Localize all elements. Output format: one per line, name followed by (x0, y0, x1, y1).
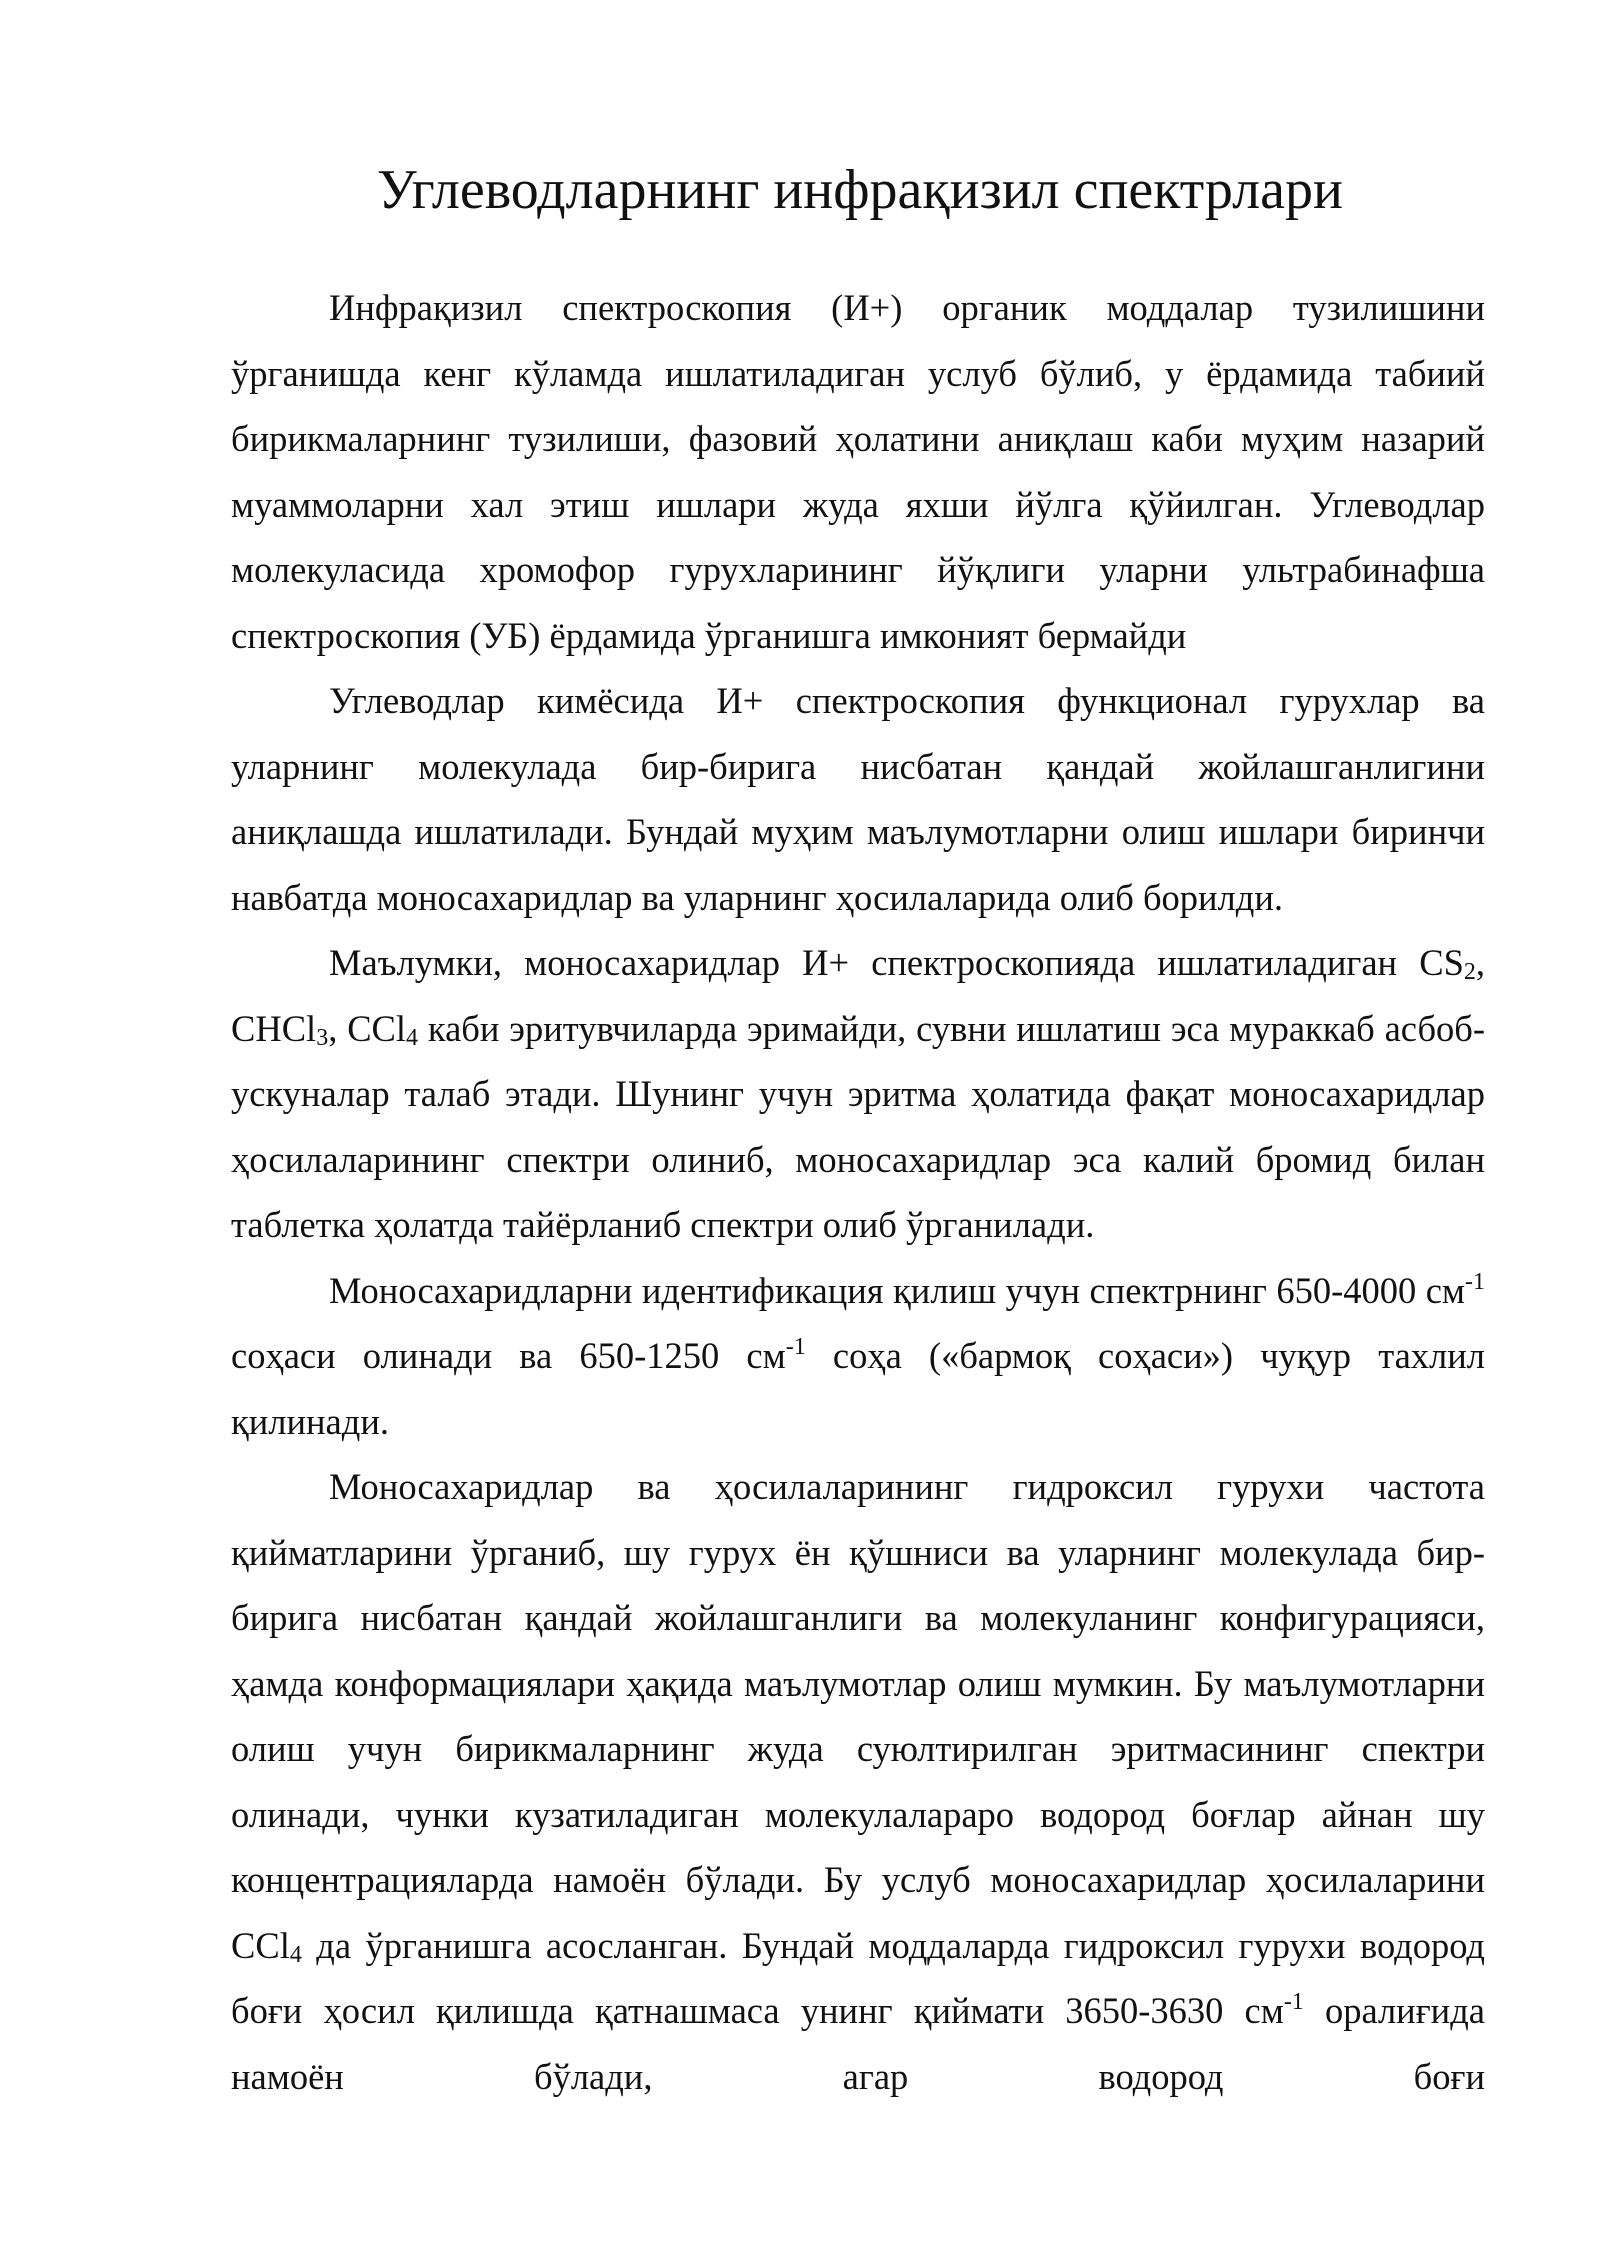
text-run: каби эритувчиларда эримайди, сувни ишлатиш эса мураккаб асбоб-ускуналар талаб этади. Шунинг учун эритма ҳолатида фақат моносахаридлар ҳосилаларининг спектри олиниб, моносахаридлар эса калий бромид билан таблетка ҳолатда тайёрланиб спектри олиб ўрганилади. (231, 1007, 1485, 1245)
paragraph-ir-spectroscopy-intro: Инфрақизил спектроскопия (И+) органик моддалар тузилишини ўрганишда кенг кўламда ишлатиладиган услуб бўлиб, у ёрдамида табиий бирикмаларнинг тузилиши, фазовий ҳолатини аниқлаш каби муҳим назарий муаммоларни хал этиш ишлари жуда яхши йўлга қўйилган. Углеводлар молекуласида хромофор гурухларининг йўқлиги уларни ультрабинафша спектроскопия (УБ) ёрдамида ўрганишга имконият бермайди (231, 287, 1485, 656)
text-run: , CHCl (231, 942, 1485, 1049)
document-title: Углеводларнинг инфрақизил спектрлари (377, 159, 1343, 221)
superscript: -1 (1465, 1268, 1485, 1295)
paragraph-identification (231, 1258, 1485, 1455)
text-run: , CCl (328, 1007, 407, 1049)
subscript: 4 (289, 1941, 302, 1968)
subscript: 3 (316, 1024, 329, 1051)
text-run: да ўрганишга асосланган. Бундай моддаларда гидроксил гурухи водород боғи ҳосил қилишда қатнашмаса унинг қиймати 3650-3630 см (231, 1924, 1485, 2031)
subscript: 4 (406, 1024, 419, 1051)
document-body (231, 275, 1485, 2109)
paragraph-hydroxyl-groups (231, 1454, 1485, 2109)
superscript: -1 (785, 1334, 806, 1360)
paragraph-solvents (231, 930, 1485, 1258)
subscript: 2 (1463, 959, 1476, 985)
superscript: -1 (1283, 1989, 1304, 2015)
text-run: соҳа («бармоқ соҳаси») чуқур тахлил қилинади. (231, 1335, 1485, 1442)
text-run: Моносахаридларни идентификация қилиш учун спектрнинг 650-4000 см (329, 1269, 1465, 1311)
text-run: Моносахаридлар ва ҳосилаларининг гидроксил гурухи частота қийматларини ўрганиб, шу гурух ён қўшниси ва уларнинг молекулада бир-бирига нисбатан қандай жойлашганлиги ва молекуланинг конфигурацияси, ҳамда конформациялари ҳақида маълумотлар олиш мумкин. Бу маълумотларни олиш учун бирикмаларнинг жуда суюлтирилган эритмасининг спектри олинади, чунки кузатиладиган молекулалараро водород боғлар айнан шу концентрацияларда намоён бўлади. Бу услуб моносахаридлар ҳосилаларини CCl (231, 1466, 1485, 1966)
paragraph-functional-groups: Углеводлар кимёсида И+ спектроскопия функционал гурухлар ва уларнинг молекулада бир-бирига нисбатан қандай жойлашганлигини аниқлашда ишлатилади. Бундай муҳим маълумотларни олиш ишлари биринчи навбатда моносахаридлар ва уларнинг ҳосилаларида олиб борилди. (231, 680, 1485, 918)
text-run: Маълумки, моносахаридлар И+ спектроскопияда ишлатиладиган CS (329, 942, 1464, 983)
text-run: оралиғида намоён бўлади, агар водород боғи (231, 1990, 1485, 2097)
text-run: соҳаси олинади ва 650-1250 см (231, 1335, 786, 1376)
